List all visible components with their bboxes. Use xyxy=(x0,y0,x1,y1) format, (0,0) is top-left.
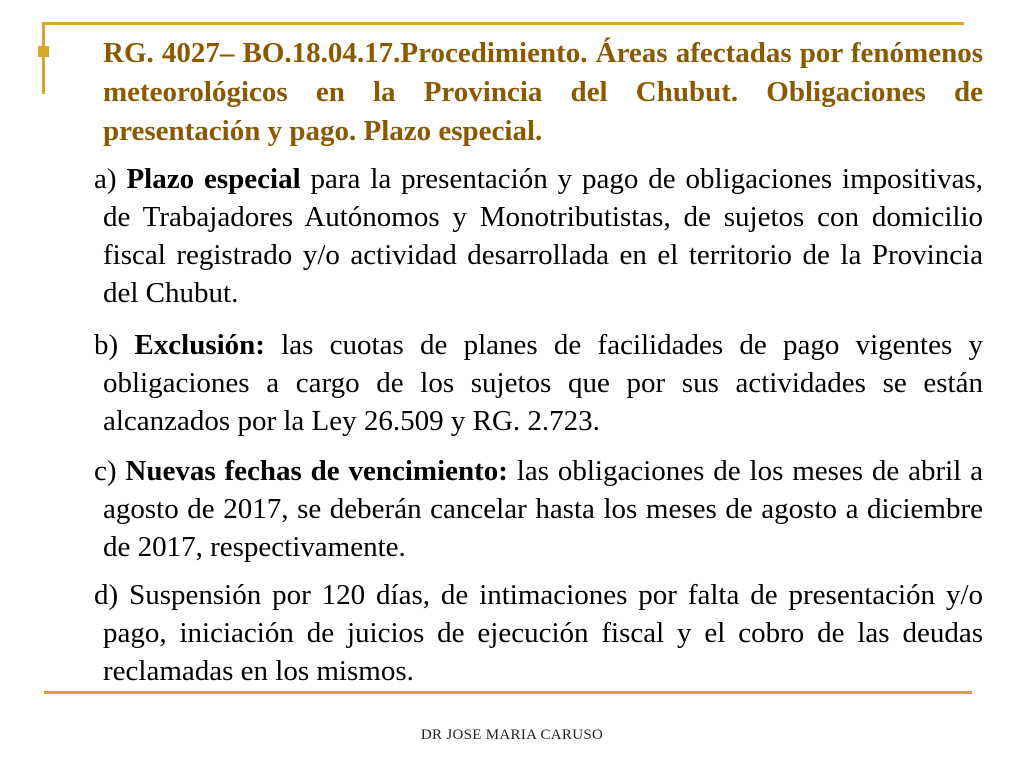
item-text: las cuotas de planes de facilidades de pago vigentes y obligaciones a cargo de los sujetos que por sus actividades se están alcanzados por la Ley 26.509 y RG. 2.723. xyxy=(103,329,983,437)
paragraph-b xyxy=(94,326,983,440)
bottom-divider xyxy=(44,691,972,694)
item-label: c) xyxy=(94,455,117,487)
item-bold-term: Plazo especial xyxy=(126,163,301,195)
paragraph-a xyxy=(94,160,983,312)
item-text: para la presentación y pago de obligaciones impositivas, de Trabajadores Autónomos y Monotributistas, de sujetos con domicilio fiscal registrado y/o actividad desarrollada en el territorio de la Provincia del Chubut. xyxy=(103,163,983,309)
item-label: a) xyxy=(94,163,117,195)
slide-heading: RG. 4027– BO.18.04.17.Procedimiento. Áreas afectadas por fenómenos meteorológicos en la Provincia del Chubut. Obligaciones de presentación y pago. Plazo especial. xyxy=(103,37,983,147)
square-bullet-icon xyxy=(38,46,49,57)
item-label: b) xyxy=(94,329,119,361)
item-text: las obligaciones de los meses de abril a agosto de 2017, se deberán cancelar hasta los meses de agosto a diciembre de 2017, respectivamente. xyxy=(103,455,984,563)
paragraph-d xyxy=(94,576,984,690)
footer-author: DR JOSE MARIA CARUSO xyxy=(420,727,604,743)
top-divider xyxy=(42,22,964,25)
item-text: Suspensión por 120 días, de intimaciones por falta de presentación y/o pago, iniciación de juicios de ejecución fiscal y el cobro de las deudas reclamadas en los mismos. xyxy=(103,579,984,687)
item-bold-term: Nuevas fechas de vencimiento: xyxy=(125,455,508,487)
item-label: d) xyxy=(94,579,119,611)
paragraph-c xyxy=(94,452,984,566)
item-bold-term: Exclusión: xyxy=(134,329,265,361)
left-accent-bar xyxy=(42,22,45,94)
